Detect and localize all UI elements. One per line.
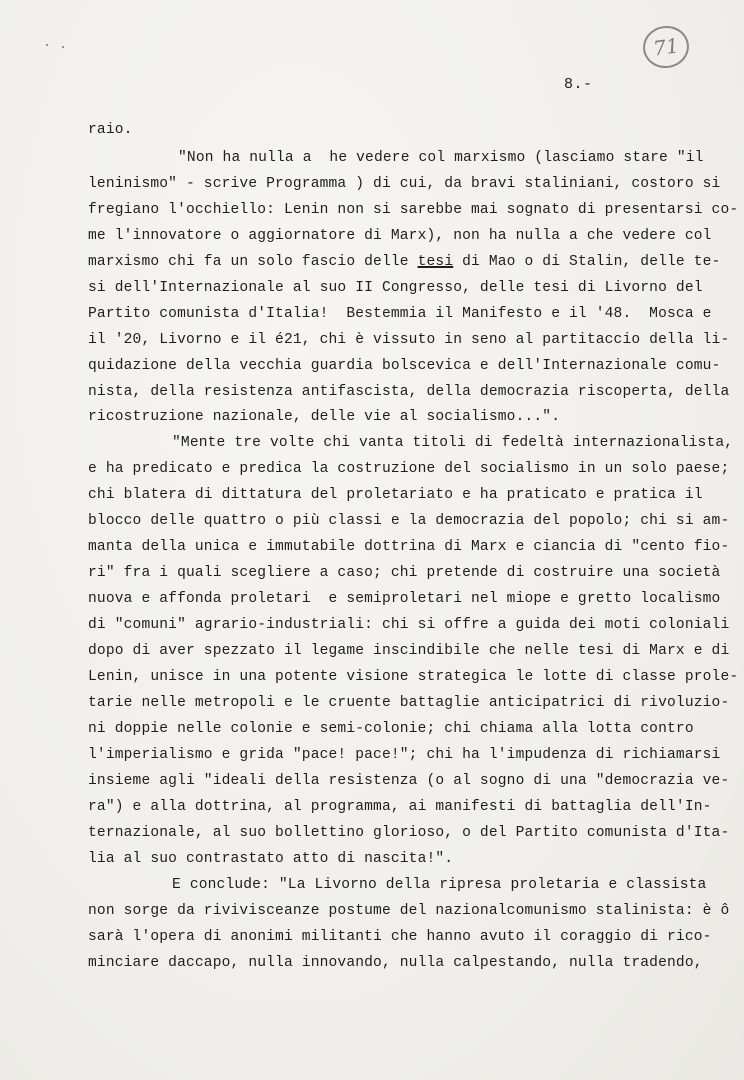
scan-speck	[46, 44, 48, 46]
text-line: l'imperialismo e grida "pace! pace!"; chi ha l'impudenza di richiamarsi	[88, 747, 721, 763]
text-line: di "comuni" agrario-industriali: chi si offre a guida dei moti coloniali	[88, 617, 730, 633]
text-line: manta della unica e immutabile dottrina di Marx e ciancia di "cento fio-	[88, 539, 730, 555]
text-line: nista, della resistenza antifascista, della democrazia riscoperta, della	[88, 384, 730, 400]
text-line: blocco delle quattro o più classi e la democrazia del popolo; chi si am-	[88, 513, 730, 529]
text-line: ra") e alla dottrina, al programma, ai manifesti di battaglia dell'In-	[88, 799, 712, 815]
text-line: tarie nelle metropoli e le cruente battaglie anticipatrici di rivoluzio-	[88, 695, 730, 711]
text-line: non sorge da rivivisceanze postume del nazionalcomunismo stalinista: è ô	[88, 903, 730, 919]
text-line: minciare daccapo, nulla innovando, nulla calpestando, nulla tradendo,	[88, 955, 703, 971]
text-line: ricostruzione nazionale, delle vie al socialismo...".	[88, 409, 561, 425]
text-line: e ha predicato e predica la costruzione del socialismo in un solo paese;	[88, 461, 730, 477]
underlined-word: tesi	[417, 254, 454, 270]
text-segment: marxismo chi fa un solo fascio delle	[88, 254, 418, 270]
text-line: Partito comunista d'Italia! Bestemmia il Manifesto e il '48. Mosca e	[88, 306, 712, 322]
text-line: ni doppie nelle colonie e semi-colonie; chi chiama alla lotta contro	[88, 721, 694, 737]
text-line: "Non ha nulla a he vedere col marxismo (lasciamo stare "il	[178, 150, 704, 166]
text-line: lia al suo contrastato atto di nascita!".	[88, 851, 454, 867]
scan-speck	[62, 46, 64, 48]
text-line: "Mente tre volte chi vanta titoli di fedeltà internazionalista,	[172, 435, 734, 451]
text-line: leninismo" - scrive Programma ) di cui, da bravi staliniani, costoro si	[88, 176, 721, 192]
text-line: dopo di aver spezzato il legame inscindibile che nelle tesi di Marx e di	[88, 643, 730, 659]
page-number: 8.-	[564, 76, 593, 93]
text-line	[88, 253, 720, 271]
text-line: sarà l'opera di anonimi militanti che hanno avuto il coraggio di rico-	[88, 929, 712, 945]
stamp-number: 71	[651, 33, 681, 61]
archive-number-stamp	[640, 23, 691, 71]
text-line: quidazione della vecchia guardia bolscevica e dell'Internazionale comu-	[88, 358, 721, 374]
text-line: ternazionale, al suo bollettino glorioso, o del Partito comunista d'Ita-	[88, 825, 730, 841]
text-line: il '20, Livorno e il é21, chi è vissuto in seno al partitaccio della li-	[88, 332, 730, 348]
text-line: chi blatera di dittatura del proletariato e ha praticato e pratica il	[88, 487, 703, 503]
text-line: raio.	[88, 122, 133, 138]
text-line: E conclude: "La Livorno della ripresa proletaria e classista	[172, 877, 707, 893]
text-line: fregiano l'occhiello: Lenin non si sarebbe mai sognato di presentarsi co-	[88, 202, 739, 218]
text-line: ri" fra i quali scegliere a caso; chi pretende di costruire una società	[88, 565, 721, 581]
text-line: me l'innovatore o aggiornatore di Marx), non ha nulla a che vedere col	[88, 228, 712, 244]
text-line: Lenin, unisce in una potente visione strategica le lotte di classe prole-	[88, 669, 739, 685]
text-segment: di Mao o di Stalin, delle te-	[453, 254, 721, 270]
text-line: si dell'Internazionale al suo II Congresso, delle tesi di Livorno del	[88, 280, 703, 296]
text-line: insieme agli "ideali della resistenza (o al sogno di una "democrazia ve-	[88, 773, 730, 789]
text-line: nuova e affonda proletari e semiproletari nel miope e gretto localismo	[88, 591, 721, 607]
